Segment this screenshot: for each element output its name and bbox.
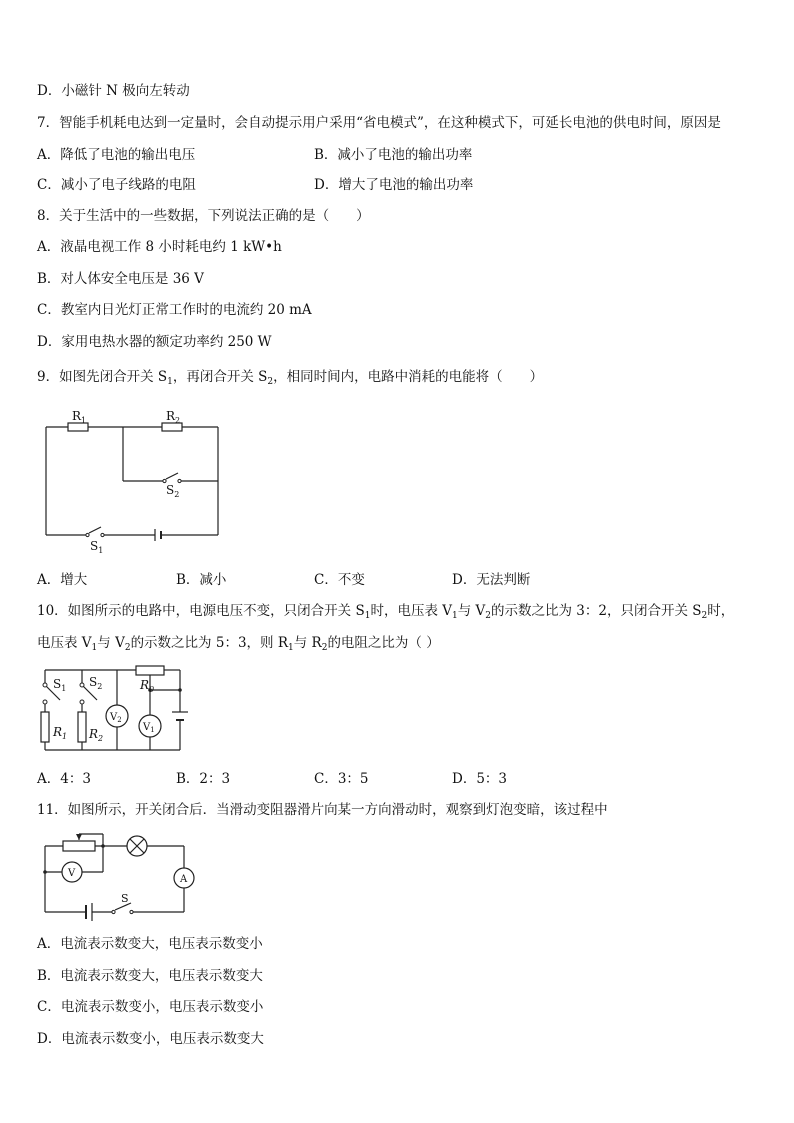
- q7-option-d: D．增大了电池的输出功率: [314, 177, 474, 193]
- q10-option-d: D．5：3: [452, 771, 508, 787]
- q11-battery: [86, 903, 92, 921]
- q11-option-b: B．电流表示数变大，电压表示数变大: [37, 968, 263, 984]
- q10-stem-line1: 10．如图所示的电路中，电源电压不变，只闭合开关 $S_1$时，电压表 $V_1$与 $V_2$的示数之比为 3：2，只闭合开关 $S_2$时，: [37, 603, 735, 621]
- q9-option-a: A．增大: [37, 572, 88, 588]
- svg-text:S2: $S_2$: [89, 675, 103, 691]
- svg-text:S: S: [121, 892, 129, 905]
- q11-stem: 11．如图所示，开关闭合后．当滑动变阻器滑片向某一方向滑动时，观察到灯泡变暗，该过程中: [37, 802, 608, 818]
- q11-option-a: A．电流表示数变大，电压表示数变小: [37, 936, 263, 952]
- q9-option-c: C．不变: [314, 572, 365, 588]
- svg-text:V1: $V_1$: [143, 722, 155, 734]
- q8-stem: 8．关于生活中的一些数据，下列说法正确的是（ ）: [37, 208, 370, 224]
- q9-option-b: B．减小: [176, 572, 227, 588]
- q10-option-a: A．4：3: [37, 771, 91, 787]
- q7-stem: 7．智能手机耗电达到一定量时，会自动提示用户采用“省电模式”，在这种模式下，可延长电池的供电时间，原因是: [37, 115, 721, 131]
- svg-text:S1: $S_1$: [90, 539, 104, 555]
- q10-option-b: B．2：3: [176, 771, 231, 787]
- q7-option-c: C．减小了电子线路的电阻: [37, 177, 196, 193]
- q8-option-b: B．对人体安全电压是 36 V: [37, 271, 204, 287]
- svg-text:S2: $S_2$: [166, 483, 180, 499]
- q7-option-a: A．降低了电池的输出电压: [37, 147, 196, 163]
- q7-option-b: B．减小了电池的输出功率: [314, 147, 473, 163]
- q11-option-d: D．电流表示数变小，电压表示数变大: [37, 1031, 264, 1047]
- svg-text:S1: $S_1$: [53, 677, 67, 693]
- q10-option-c: C．3：5: [314, 771, 369, 787]
- q8-option-c: C．教室内日光灯正常工作时的电流约 20 mA: [37, 302, 312, 318]
- q11-option-c: C．电流表示数变小，电压表示数变小: [37, 999, 264, 1015]
- svg-text:R0: $R_0$: [140, 678, 155, 694]
- svg-text:V2: $V_2$: [110, 712, 122, 724]
- svg-text:V: V: [68, 868, 76, 879]
- svg-text:A: A: [180, 874, 188, 885]
- svg-text:R1: $R_1$: [53, 725, 68, 741]
- svg-text:R2: $R_2$: [166, 409, 181, 425]
- q9-stem: 9．如图先闭合开关 $S_1$，再闭合开关 $S_2$，相同时间内，电路中消耗的电能将（ ）: [37, 369, 544, 387]
- svg-text:R2: $R_2$: [89, 727, 104, 743]
- svg-text:R1: $R_1$: [72, 409, 87, 425]
- q11-rheostat: [63, 841, 95, 851]
- q10-stem-line2: 电压表 $V_1$与 $V_2$的示数之比为 5：3，则 $R_1$与 $R_2$的电阻之比为（ ）: [37, 635, 440, 653]
- q8-option-d: D．家用电热水器的额定功率约 250 W: [37, 334, 272, 350]
- q6-option-d: D．小磁针 N 极向左转动: [37, 83, 190, 99]
- q8-option-a: A．液晶电视工作 8 小时耗电约 1 kW•h: [37, 239, 282, 255]
- q9-option-d: D．无法判断: [452, 572, 531, 588]
